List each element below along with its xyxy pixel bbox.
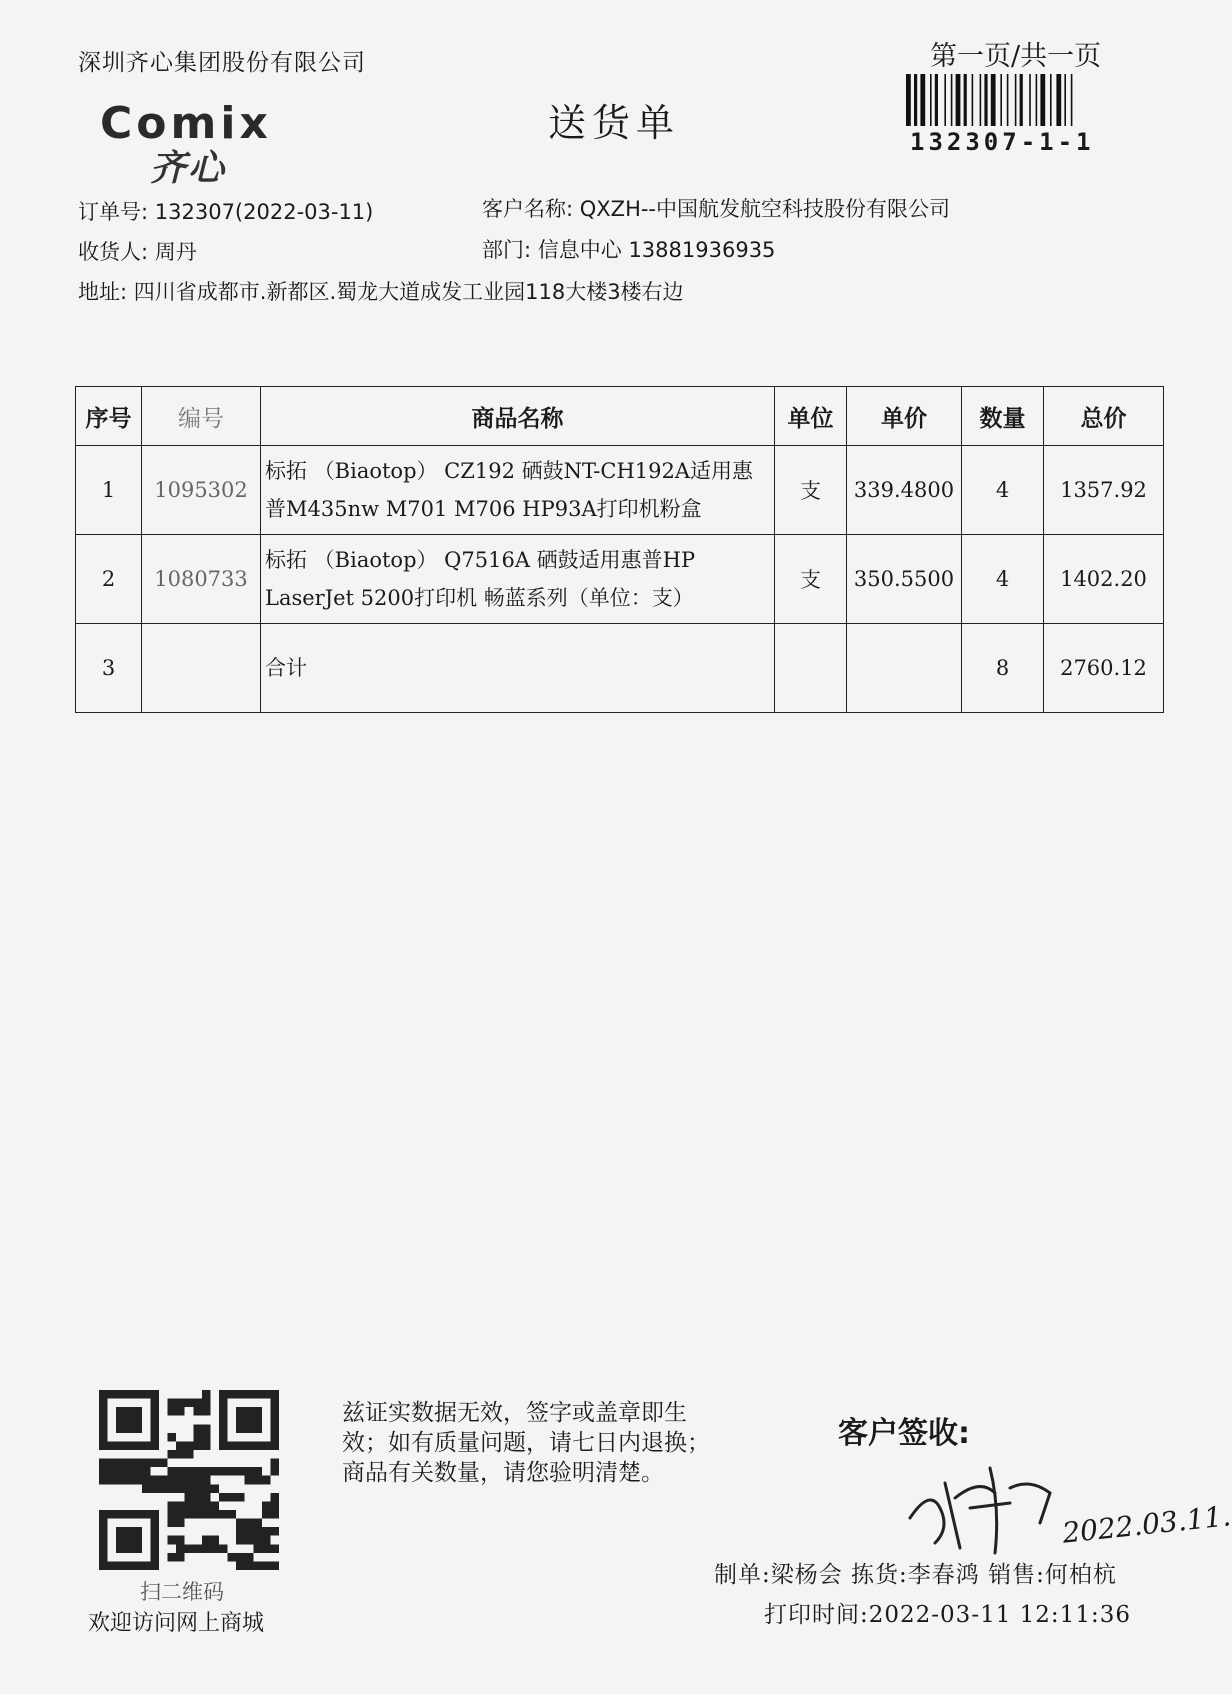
department [482, 234, 775, 264]
notice-line: 效；如有质量问题，请七日内退换； [342, 1430, 710, 1456]
row-total: 2760.12 [1044, 624, 1164, 713]
table-header-row [76, 387, 1164, 446]
receiver-value: 周丹 [154, 240, 197, 264]
order-number-value: 132307(2022-03-11) [154, 200, 374, 224]
comix-logo: Comix [100, 98, 272, 149]
customer-value: QXZH--中国航发航空科技股份有限公司 [579, 197, 951, 221]
welcome-text: 欢迎访问网上商城 [88, 1611, 265, 1636]
row-name: 标拓 （Biaotop） CZ192 硒鼓NT-CH192A适用惠普M435nw M701 M706 HP93A打印机粉盒 [261, 446, 775, 535]
signature-date: 2022.03.11. [1060, 1499, 1232, 1550]
notice-text [342, 1398, 742, 1488]
header-code: 编号 [142, 387, 261, 446]
order-number [78, 196, 373, 226]
table-row [76, 535, 1164, 624]
customer-name [482, 193, 950, 223]
signature-icon [900, 1448, 1070, 1558]
row-total: 1357.92 [1044, 446, 1164, 535]
row-unit: 支 [775, 446, 847, 535]
notice-line: 兹证实数据无效，签字或盖章即生 [342, 1400, 687, 1426]
order-number-label: 订单号: [78, 200, 149, 224]
row-no: 3 [76, 624, 142, 713]
table-row [76, 446, 1164, 535]
row-code [142, 624, 261, 713]
row-no: 2 [76, 535, 142, 624]
barcode-icon [906, 74, 1121, 126]
header-unit: 单位 [775, 387, 847, 446]
row-qty: 4 [962, 446, 1044, 535]
row-unit [775, 624, 847, 713]
page-info: 第一页/共一页 [930, 41, 1102, 72]
row-price [847, 624, 962, 713]
row-code: 1080733 [142, 535, 261, 624]
qr-label: 扫二维码 [140, 1580, 224, 1604]
department-value: 信息中心 13881936935 [537, 238, 776, 262]
address [78, 276, 684, 306]
staff-info: 制单:梁杨会 拣货:李春鸿 销售:何柏杭 [714, 1562, 1117, 1588]
department-label: 部门: [482, 238, 532, 262]
comix-logo-cn: 齐心 [150, 148, 227, 189]
row-qty: 4 [962, 535, 1044, 624]
row-qty: 8 [962, 624, 1044, 713]
signature-label: 客户签收: [838, 1416, 970, 1451]
qr-code-icon [98, 1390, 280, 1570]
row-price: 350.5500 [847, 535, 962, 624]
receiver-label: 收货人: [78, 240, 149, 264]
header-total: 总价 [1044, 387, 1164, 446]
table-row [76, 624, 1164, 713]
header-name: 商品名称 [261, 387, 775, 446]
header-no: 序号 [76, 387, 142, 446]
company-name: 深圳齐心集团股份有限公司 [78, 50, 366, 76]
row-no: 1 [76, 446, 142, 535]
row-name: 标拓 （Biaotop） Q7516A 硒鼓适用惠普HP LaserJet 5200打印机 畅蓝系列（单位：支） [261, 535, 775, 624]
items-table [75, 386, 1164, 713]
row-code: 1095302 [142, 446, 261, 535]
notice-line: 商品有关数量，请您验明清楚。 [342, 1460, 664, 1486]
header-price: 单价 [847, 387, 962, 446]
document-title: 送货单 [548, 101, 681, 145]
address-label: 地址: [78, 280, 128, 304]
print-time: 打印时间:2022-03-11 12:11:36 [764, 1602, 1131, 1628]
row-name: 合计 [261, 624, 775, 713]
row-price: 339.4800 [847, 446, 962, 535]
row-total: 1402.20 [1044, 535, 1164, 624]
customer-label: 客户名称: [482, 197, 574, 221]
barcode-number: 132307-1-1 [910, 128, 1095, 156]
receiver [78, 236, 197, 266]
row-unit: 支 [775, 535, 847, 624]
address-value: 四川省成都市.新都区.蜀龙大道成发工业园118大楼3楼右边 [133, 280, 684, 304]
header-qty: 数量 [962, 387, 1044, 446]
